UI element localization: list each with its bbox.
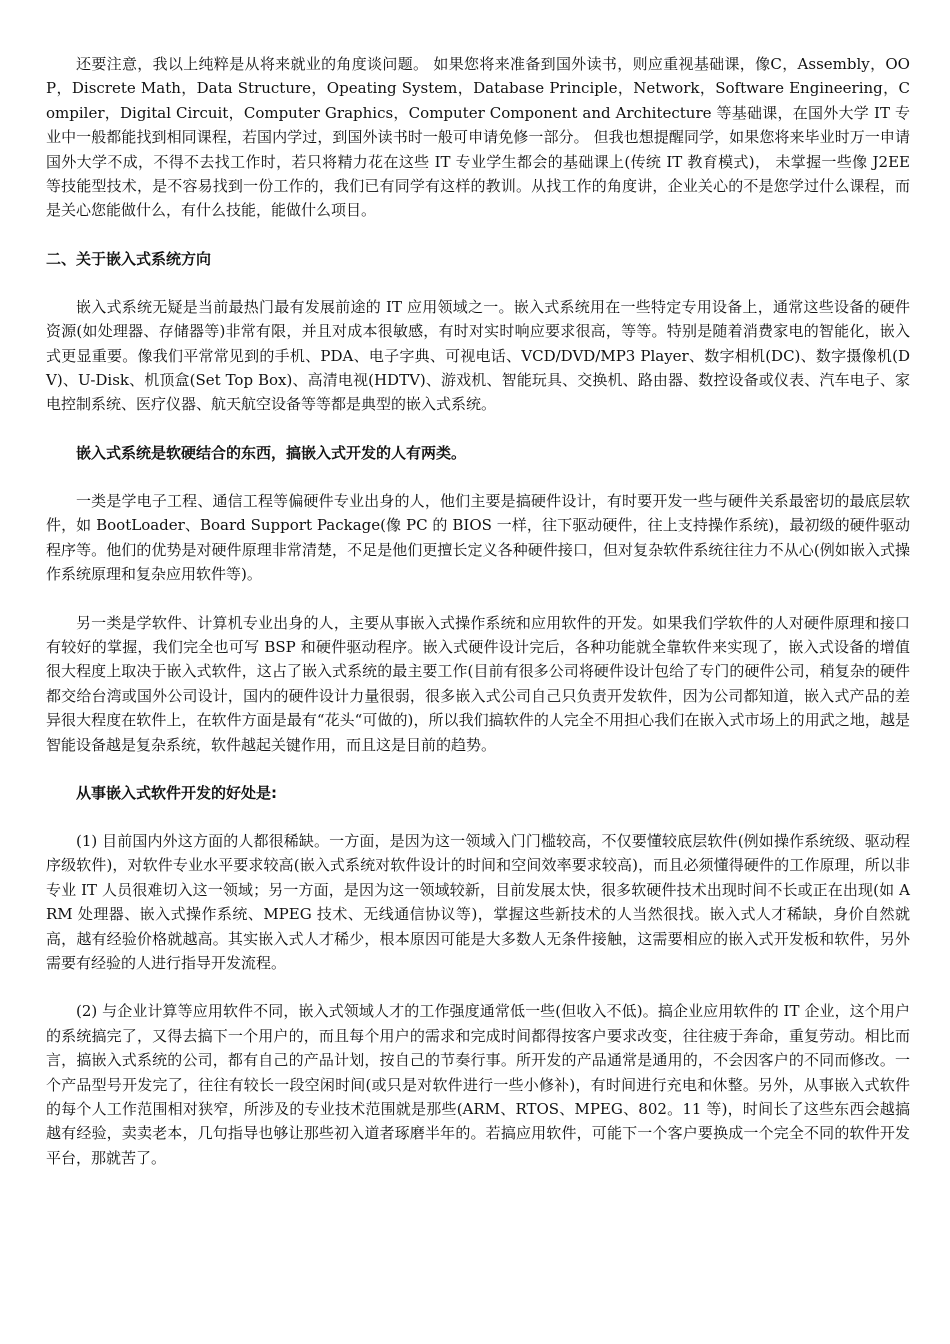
paragraph-embedded-intro: 嵌入式系统无疑是当前最热门最有发展前途的 IT 应用领域之一。嵌入式系统用在一些特定专用设备上，通常这些设备的硬件资源(如处理器、存储器等)非常有限，并且对成本很敏感，有时对实时响应要求很高，等等。特别是随着消费家电的智能化，嵌入式更显重要。像我们平常常见到的手机、PDA、电子字典、可视电话、VCD/DVD/MP3 Player、数字相机(DC)、数字摄像机(DV)、U-Disk、机顶盒(Set Top Box)、高清电视(HDTV)、游戏机、智能玩具、交换机、路由器、数控设备或仪表、汽车电子、家电控制系统、医疗仪器、航天航空设备等等都是典型的嵌入式系统。	[46, 297, 910, 414]
paragraph-benefit-2: (2) 与企业计算等应用软件不同，嵌入式领域人才的工作强度通常低一些(但收入不低)。搞企业应用软件的 IT 企业，这个用户的系统搞完了，又得去搞下一个用户的，而且每个用户的需求和完成时间都得按客户要求改变，往往疲于奔命，重复劳动。相比而言，搞嵌入式系统的公司，都有自己的产品计划，按自己的节奏行事。所开发的产品通常是通用的，不会因客户的不同而修改。一个产品型号开发完了，往往有较长一段空闲时间(或只是对软件进行一些小修补)，有时间进行充电和休整。另外，从事嵌入式软件的每个人工作范围相对狭窄，所涉及的专业技术范围就是那些(ARM、RTOS、MPEG、802。11 等)，时间长了这些东西会越搞越有经验，卖卖老本，几句指导也够让那些初入道者琢磨半年的。若搞应用软件，可能下一个客户要换成一个完全不同的软件开发平台，那就苦了。	[46, 1002, 910, 1167]
subheading-benefits: 从事嵌入式软件开发的好处是:	[76, 783, 277, 802]
document-page	[46, 52, 910, 1170]
subheading-two-kinds: 嵌入式系统是软硬结合的东西，搞嵌入式开发的人有两类。	[76, 443, 467, 462]
paragraph-hardware-people: 一类是学电子工程、通信工程等偏硬件专业出身的人，他们主要是搞硬件设计，有时要开发一些与硬件关系最密切的最底层软件，如 BootLoader、Board Support Package(像 PC 的 BIOS 一样，往下驱动硬件，往上支持操作系统)，最初级的硬件驱动程序等。他们的优势是对硬件原理非常清楚，不足是他们更擅长定义各种硬件接口，但对复杂软件系统往往力不从心(例如嵌入式操作系统原理和复杂应用软件等)。	[46, 491, 910, 584]
paragraph-software-people: 另一类是学软件、计算机专业出身的人，主要从事嵌入式操作系统和应用软件的开发。如果我们学软件的人对硬件原理和接口有较好的掌握，我们完全也可写 BSP 和硬件驱动程序。嵌入式硬件设计完后，各种功能就全靠软件来实现了，嵌入式设备的增值很大程度上取决于嵌入式软件，这占了嵌入式系统的最主要工作(目前有很多公司将硬件设计包给了专门的硬件公司，稍复杂的硬件都交给台湾或国外公司设计，国内的硬件设计力量很弱，很多嵌入式公司自己只负责开发软件，因为公司都知道，嵌入式产品的差异很大程度在软件上，在软件方面是最有“花头“可做的)，所以我们搞软件的人完全不用担心我们在嵌入式市场上的用武之地，越是智能设备越是复杂系统，软件越起关键作用，而且这是目前的趋势。	[46, 613, 910, 754]
paragraph-benefit-1: (1) 目前国内外这方面的人都很稀缺。一方面，是因为这一领域入门门槛较高，不仅要懂较底层软件(例如操作系统级、驱动程序级软件)，对软件专业水平要求较高(嵌入式系统对软件设计的时间和空间效率要求较高)，而且必须懂得硬件的工作原理，所以非专业 IT 人员很难切入这一领域；另一方面，是因为这一领域较新，目前发展太快，很多软硬件技术出现时间不长或正在出现(如 ARM 处理器、嵌入式操作系统、MPEG 技术、无线通信协议等)，掌握这些新技术的人当然很找。嵌入式人才稀缺，身价自然就高，越有经验价格就越高。其实嵌入式人才稀少，根本原因可能是大多数人无条件接触，这需要相应的嵌入式开发板和软件，另外需要有经验的人进行指导开发流程。	[46, 831, 910, 972]
paragraph-study-abroad: 还要注意，我以上纯粹是从将来就业的角度谈问题。 如果您将来准备到国外读书，则应重视基础课，像C，Assembly，OOP，Discrete Math，Data Structure，Opeating System，Database Principle，Network，Software Engineering，Compiler，Digital Circuit，Computer Graphics，Computer Component and Architecture 等基础课，在国外大学 IT 专业中一般都能找到相同课程，若国内学过，到国外读书时一般可申请免修一部分。 但我也想提醒同学，如果您将来毕业时万一申请国外大学不成，不得不去找工作时，若只将精力花在这些 IT 专业学生都会的基础课上(传统 IT 教育模式)， 未掌握一些像 J2EE 等技能型技术，是不容易找到一份工作的，我们已有同学有这样的教训。从找工作的角度讲，企业关心的不是您学过什么课程，而是关心您能做什么，有什么技能，能做什么项目。	[46, 55, 910, 220]
section-heading-embedded: 二、关于嵌入式系统方向	[46, 249, 212, 268]
